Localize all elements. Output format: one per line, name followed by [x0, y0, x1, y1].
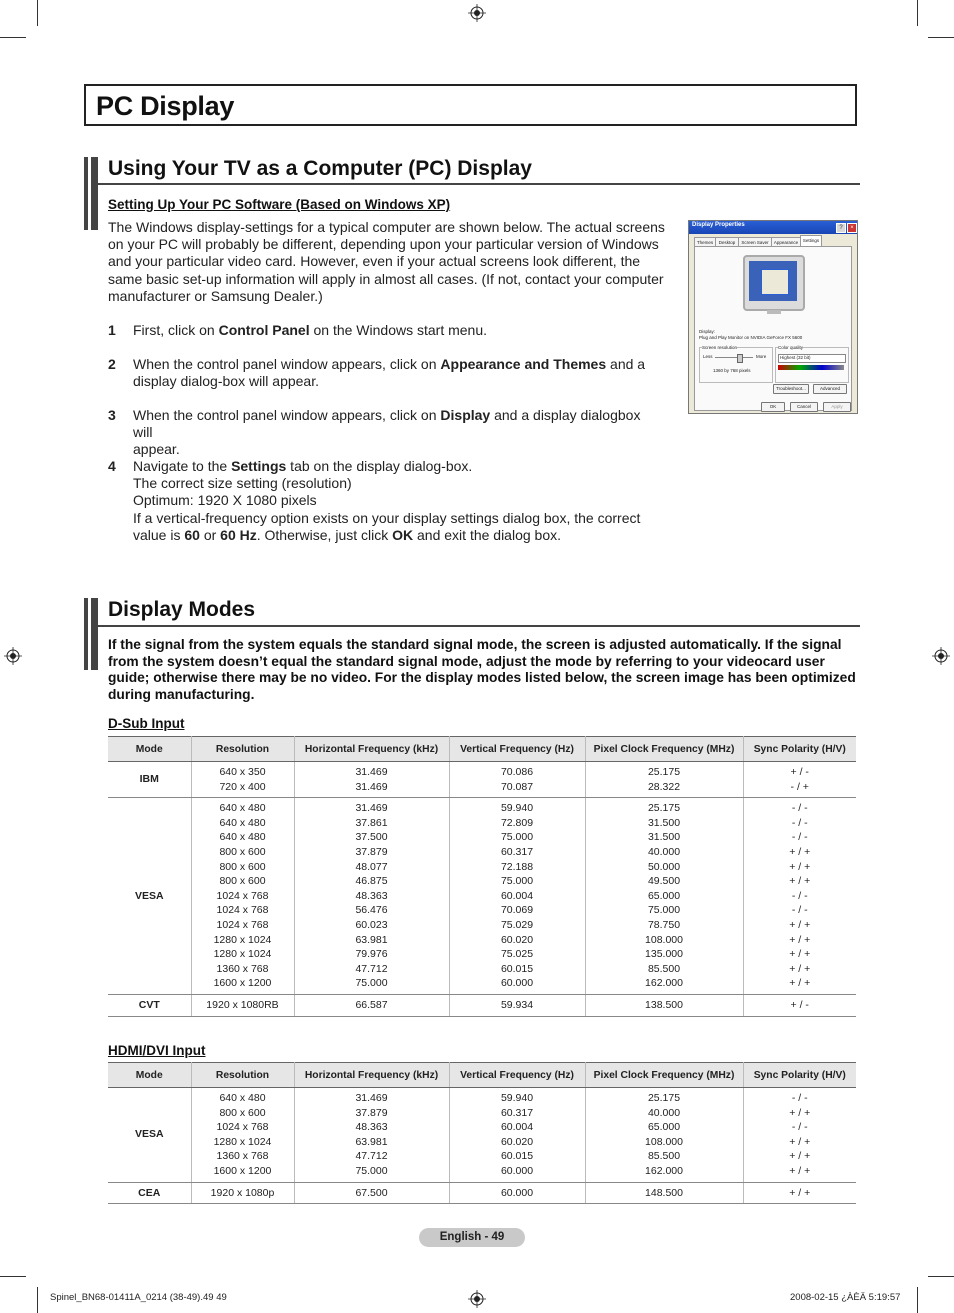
- step-text: First, click on Control Panel on the Windows start menu.: [133, 322, 488, 338]
- resolution-slider: [715, 357, 753, 358]
- pixel-clock-value: 25.175: [647, 766, 681, 778]
- table-row: [108, 1088, 856, 1183]
- registration-mark-icon: [468, 4, 486, 22]
- header-sync-polarity: Sync Polarity (H/V): [743, 737, 856, 762]
- vfreq-cell: [449, 1182, 585, 1204]
- hfreq-cell: [294, 1182, 449, 1204]
- dsub-input-label: D-Sub Input: [108, 716, 185, 731]
- hfreq-value: 31.469: [355, 1092, 388, 1104]
- registration-mark-icon: [932, 647, 950, 665]
- resolution-group: [699, 347, 773, 383]
- resolution-value: 1024 x 768: [216, 904, 269, 917]
- step-text: When the control panel window appears, click on Display and a display dialogbox will appear.: [133, 407, 641, 458]
- hfreq-value: 37.500: [355, 831, 388, 844]
- pixel-clock-value: 40.000: [647, 845, 681, 858]
- resolution-value: 1280 x 1024: [213, 933, 272, 946]
- sync-polarity-value: + / -: [790, 766, 809, 778]
- tab-desktop: Desktop: [715, 237, 739, 247]
- header-resolution: Resolution: [191, 1063, 294, 1088]
- sync-polarity-value: + / +: [789, 860, 811, 873]
- header-hfreq: Horizontal Frequency (kHz): [294, 737, 449, 762]
- sync-polarity-value: + / +: [789, 845, 811, 858]
- pixel-clock-value: 40.000: [647, 1106, 681, 1119]
- mode-cell: IBM: [108, 762, 191, 798]
- pixel-clock-value: 138.500: [645, 998, 683, 1011]
- resolution-cell: [191, 762, 294, 798]
- resolution-value: 800 x 600: [219, 875, 266, 888]
- crop-mark: [0, 37, 26, 38]
- hfreq-value: 48.077: [355, 860, 388, 873]
- header-sync-polarity: Sync Polarity (H/V): [743, 1063, 856, 1088]
- table-row: [108, 762, 856, 798]
- pixel-clock-cell: [585, 762, 743, 798]
- hfreq-value: 63.981: [355, 933, 388, 946]
- pixel-clock-value: 85.500: [647, 1150, 681, 1163]
- sync-polarity-value: + / +: [789, 977, 811, 990]
- vfreq-value: 60.020: [500, 1135, 534, 1148]
- hfreq-value: 63.981: [355, 1135, 388, 1148]
- intro-paragraph: The Windows display-settings for a typical computer are shown below. The actual screens on your PC will probably be different, depending upon your particular version of Windows and your particular video card. However, even if your actual screens look different, the same basic set-up information will apply in almost all cases. (If not, contact your computer manufacturer or Samsung Dealer.): [108, 219, 665, 304]
- color-bar: [778, 365, 844, 370]
- resolution-value: 720 x 400: [219, 780, 266, 793]
- pixel-clock-cell: [585, 1182, 743, 1204]
- vfreq-cell: [449, 798, 585, 995]
- vfreq-value: 75.000: [500, 831, 534, 844]
- help-icon: ?: [836, 223, 846, 233]
- resolution-value: 1360 by 768 pixels: [713, 368, 751, 373]
- tab-screen-saver: Screen Saver: [738, 237, 772, 247]
- hfreq-value: 47.712: [355, 962, 388, 975]
- crop-mark: [928, 1276, 954, 1277]
- hdmi-modes-table: [108, 1062, 856, 1204]
- pixel-clock-cell: [585, 798, 743, 995]
- step-number: 4: [108, 458, 116, 474]
- vfreq-value: 75.000: [500, 875, 534, 888]
- resolution-value: 1920 x 1080RB: [206, 998, 279, 1011]
- cancel-button: Cancel: [790, 402, 818, 412]
- display-value: Plug and Play Monitor on NVIDIA GeForce FX 5600: [699, 335, 803, 340]
- section-bar: [84, 598, 98, 670]
- pixel-clock-value: 65.000: [647, 1121, 681, 1134]
- less-label: Less: [703, 354, 713, 359]
- apply-button: Apply: [823, 402, 851, 412]
- sync-polarity-value: - / -: [791, 889, 808, 902]
- resolution-value: 640 x 350: [219, 766, 266, 778]
- registration-mark-icon: [468, 1290, 486, 1308]
- slider-handle: [737, 354, 743, 363]
- table-row: [108, 994, 856, 1016]
- step-text: Navigate to the Settings tab on the display dialog-box. The correct size setting (resolution) Optimum: 1920 X 1080 pixels If a vertical-frequency option exists on your display settings dialog box, the correct value is 60 or 60 Hz. Otherwise, just click OK and exit the dialog box.: [133, 458, 641, 543]
- tab-themes: Themes: [694, 237, 716, 247]
- color-quality-label: Color quality: [778, 345, 804, 350]
- vfreq-value: 72.809: [500, 816, 534, 829]
- sync-polarity-value: + / +: [789, 1106, 811, 1119]
- sync-polarity-value: + / -: [790, 998, 809, 1011]
- hfreq-cell: [294, 994, 449, 1016]
- hfreq-cell: [294, 1088, 449, 1183]
- hfreq-value: 46.875: [355, 875, 388, 888]
- page-title: PC Display: [96, 91, 235, 121]
- step-number: 2: [108, 356, 116, 372]
- vfreq-value: 70.069: [500, 904, 534, 917]
- settings-panel: [694, 246, 852, 411]
- hfreq-value: 48.363: [355, 889, 388, 902]
- crop-mark: [928, 37, 954, 38]
- troubleshoot-button: Troubleshoot...: [773, 384, 809, 394]
- pixel-clock-value: 162.000: [645, 1164, 683, 1177]
- resolution-value: 640 x 480: [219, 802, 266, 815]
- sync-polarity-value: - / -: [791, 1121, 808, 1134]
- sync-polarity-value: + / +: [789, 962, 811, 975]
- screenshot-titlebar: [689, 221, 857, 234]
- hfreq-value: 37.861: [355, 816, 388, 829]
- pixel-clock-value: 28.322: [647, 780, 681, 793]
- header-pixel-clock: Pixel Clock Frequency (MHz): [585, 737, 743, 762]
- vfreq-value: 60.004: [500, 1121, 534, 1134]
- resolution-value: 800 x 600: [219, 860, 266, 873]
- header-hfreq: Horizontal Frequency (kHz): [294, 1063, 449, 1088]
- vfreq-value: 70.087: [500, 780, 534, 793]
- advanced-button: Advanced: [813, 384, 847, 394]
- pixel-clock-value: 108.000: [645, 933, 683, 946]
- pixel-clock-value: 49.500: [647, 875, 681, 888]
- pixel-clock-value: 108.000: [645, 1135, 683, 1148]
- vfreq-value: 59.940: [500, 1092, 534, 1104]
- sync-polarity-value: + / +: [789, 1186, 811, 1199]
- step-number: 3: [108, 407, 116, 423]
- header-mode: Mode: [108, 737, 191, 762]
- header-vfreq: Vertical Frequency (Hz): [449, 1063, 585, 1088]
- hdmi-input-label: HDMI/DVI Input: [108, 1043, 206, 1058]
- hfreq-value: 56.476: [355, 904, 388, 917]
- resolution-value: 1024 x 768: [216, 889, 269, 902]
- pixel-clock-value: 31.500: [647, 831, 681, 844]
- sync-polarity-value: + / +: [789, 918, 811, 931]
- ok-button: OK: [761, 402, 785, 412]
- sync-polarity-value: - / -: [791, 1092, 808, 1104]
- sync-polarity-value: + / +: [789, 875, 811, 888]
- vfreq-value: 75.029: [500, 918, 534, 931]
- section-bar: [84, 157, 98, 230]
- subheading: Setting Up Your PC Software (Based on Windows XP): [108, 197, 451, 212]
- hfreq-value: 37.879: [355, 845, 388, 858]
- vfreq-value: 60.000: [500, 977, 534, 990]
- pixel-clock-value: 25.175: [647, 1092, 681, 1104]
- close-icon: ×: [847, 223, 857, 233]
- tab-appearance: Appearance: [771, 237, 801, 247]
- vfreq-cell: [449, 994, 585, 1016]
- resolution-value: 1920 x 1080p: [210, 1186, 275, 1199]
- resolution-value: 640 x 480: [219, 816, 266, 829]
- display-properties-screenshot: [688, 220, 858, 414]
- section-title: Display Modes: [108, 598, 256, 621]
- tab-settings: Settings: [800, 235, 822, 247]
- vfreq-value: 70.086: [500, 766, 534, 778]
- resolution-value: 1600 x 1200: [213, 1164, 272, 1177]
- vfreq-cell: [449, 1088, 585, 1183]
- mode-cell: VESA: [108, 1088, 191, 1183]
- pixel-clock-cell: [585, 1088, 743, 1183]
- vfreq-value: 60.000: [500, 1164, 534, 1177]
- crop-mark: [37, 1287, 38, 1313]
- pixel-clock-value: 50.000: [647, 860, 681, 873]
- resolution-value: 800 x 600: [219, 1106, 266, 1119]
- footer-timestamp: 2008-02-15 ¿ÀÈÄ 5:19:57: [790, 1292, 901, 1303]
- vfreq-value: 60.020: [500, 933, 534, 946]
- pixel-clock-value: 65.000: [647, 889, 681, 902]
- screenshot-title: Display Properties: [692, 222, 745, 228]
- resolution-value: 640 x 480: [219, 831, 266, 844]
- dsub-modes-table: [108, 736, 856, 1017]
- step-number: 1: [108, 322, 116, 338]
- header-resolution: Resolution: [191, 737, 294, 762]
- vfreq-value: 59.940: [500, 802, 534, 815]
- vfreq-value: 60.004: [500, 889, 534, 902]
- hfreq-value: 48.363: [355, 1121, 388, 1134]
- vfreq-value: 60.015: [500, 1150, 534, 1163]
- pixel-clock-value: 85.500: [647, 962, 681, 975]
- pixel-clock-value: 135.000: [645, 948, 683, 961]
- sync-polarity-cell: [743, 798, 856, 995]
- resolution-cell: [191, 798, 294, 995]
- vfreq-value: 60.317: [500, 845, 534, 858]
- resolution-value: 1360 x 768: [216, 1150, 269, 1163]
- resolution-value: 1280 x 1024: [213, 1135, 272, 1148]
- hfreq-value: 75.000: [355, 1164, 388, 1177]
- resolution-value: 640 x 480: [219, 1092, 266, 1104]
- mode-cell: VESA: [108, 798, 191, 995]
- pixel-clock-value: 31.500: [647, 816, 681, 829]
- section-title: Using Your TV as a Computer (PC) Display: [108, 157, 532, 180]
- pixel-clock-cell: [585, 994, 743, 1016]
- footer-file-info: Spinel_BN68-01411A_0214 (38-49).49 49: [50, 1292, 227, 1303]
- sync-polarity-cell: [743, 1088, 856, 1183]
- resolution-value: 1280 x 1024: [213, 948, 272, 961]
- pixel-clock-value: 162.000: [645, 977, 683, 990]
- crop-mark: [917, 1287, 918, 1313]
- header-pixel-clock: Pixel Clock Frequency (MHz): [585, 1063, 743, 1088]
- page-title-box: [84, 84, 857, 126]
- table-header-row: [108, 737, 856, 762]
- sync-polarity-cell: [743, 762, 856, 798]
- color-value: Highest (32 bit): [780, 355, 811, 360]
- pixel-clock-value: 148.500: [645, 1186, 683, 1199]
- resolution-value: 1024 x 768: [216, 1121, 269, 1134]
- mode-cell: CVT: [108, 994, 191, 1016]
- sync-polarity-value: + / +: [789, 1164, 811, 1177]
- hfreq-value: 66.587: [355, 998, 388, 1011]
- vfreq-cell: [449, 762, 585, 798]
- sync-polarity-value: - / +: [790, 780, 809, 793]
- table-row: [108, 1182, 856, 1204]
- hfreq-cell: [294, 798, 449, 995]
- vfreq-value: 59.934: [500, 998, 534, 1011]
- header-vfreq: Vertical Frequency (Hz): [449, 737, 585, 762]
- resolution-cell: [191, 994, 294, 1016]
- vfreq-value: 60.317: [500, 1106, 534, 1119]
- hfreq-value: 79.976: [355, 948, 388, 961]
- sync-polarity-value: + / +: [789, 1150, 811, 1163]
- more-label: More: [756, 354, 767, 359]
- vfreq-value: 60.015: [500, 962, 534, 975]
- sync-polarity-value: + / +: [789, 933, 811, 946]
- hfreq-value: 67.500: [355, 1186, 388, 1199]
- section-rule: [98, 183, 860, 185]
- vfreq-value: 75.025: [500, 948, 534, 961]
- step-text: When the control panel window appears, click on Appearance and Themes and a display dialog-box will appear.: [133, 356, 646, 390]
- crop-mark: [0, 1276, 26, 1277]
- hfreq-cell: [294, 762, 449, 798]
- hfreq-value: 37.879: [355, 1106, 388, 1119]
- sync-polarity-value: - / -: [791, 816, 808, 829]
- hfreq-value: 31.469: [355, 802, 388, 815]
- crop-mark: [37, 0, 38, 26]
- resolution-cell: [191, 1182, 294, 1204]
- pixel-clock-value: 25.175: [647, 802, 681, 815]
- table-header-row: [108, 1063, 856, 1088]
- hfreq-value: 60.023: [355, 918, 388, 931]
- vfreq-value: 60.000: [500, 1186, 534, 1199]
- display-label: Display:: [699, 329, 716, 334]
- header-mode: Mode: [108, 1063, 191, 1088]
- crop-mark: [917, 0, 918, 26]
- page-number-label: English - 49: [419, 1228, 525, 1247]
- resolution-label: Screen resolution: [702, 345, 738, 350]
- sync-polarity-value: + / +: [789, 1135, 811, 1148]
- resolution-cell: [191, 1088, 294, 1183]
- resolution-value: 1360 x 768: [216, 962, 269, 975]
- hfreq-value: 47.712: [355, 1150, 388, 1163]
- sync-polarity-cell: [743, 1182, 856, 1204]
- hfreq-value: 75.000: [355, 977, 388, 990]
- resolution-value: 1024 x 768: [216, 918, 269, 931]
- vfreq-value: 72.188: [500, 860, 534, 873]
- section-rule: [98, 625, 860, 627]
- pixel-clock-value: 78.750: [647, 918, 681, 931]
- monitor-graphic: [743, 255, 805, 311]
- hfreq-value: 31.469: [355, 766, 388, 778]
- pixel-clock-value: 75.000: [647, 904, 681, 917]
- sync-polarity-value: - / -: [791, 904, 808, 917]
- resolution-value: 1600 x 1200: [213, 977, 272, 990]
- display-modes-description: If the signal from the system equals the standard signal mode, the screen is adjusted automatically. If the signal from the system doesn’t equal the standard signal mode, adjust the mode by referring to your videocard user guide; otherwise there may be no video. For the display modes listed below, the screen image has been optimized during manufacturing.: [108, 637, 856, 702]
- registration-mark-icon: [4, 647, 22, 665]
- table-row: [108, 798, 856, 995]
- hfreq-value: 31.469: [355, 780, 388, 793]
- sync-polarity-value: - / -: [791, 831, 808, 844]
- sync-polarity-value: - / -: [791, 802, 808, 815]
- sync-polarity-cell: [743, 994, 856, 1016]
- mode-cell: CEA: [108, 1182, 191, 1204]
- sync-polarity-value: + / +: [789, 948, 811, 961]
- resolution-value: 800 x 600: [219, 845, 266, 858]
